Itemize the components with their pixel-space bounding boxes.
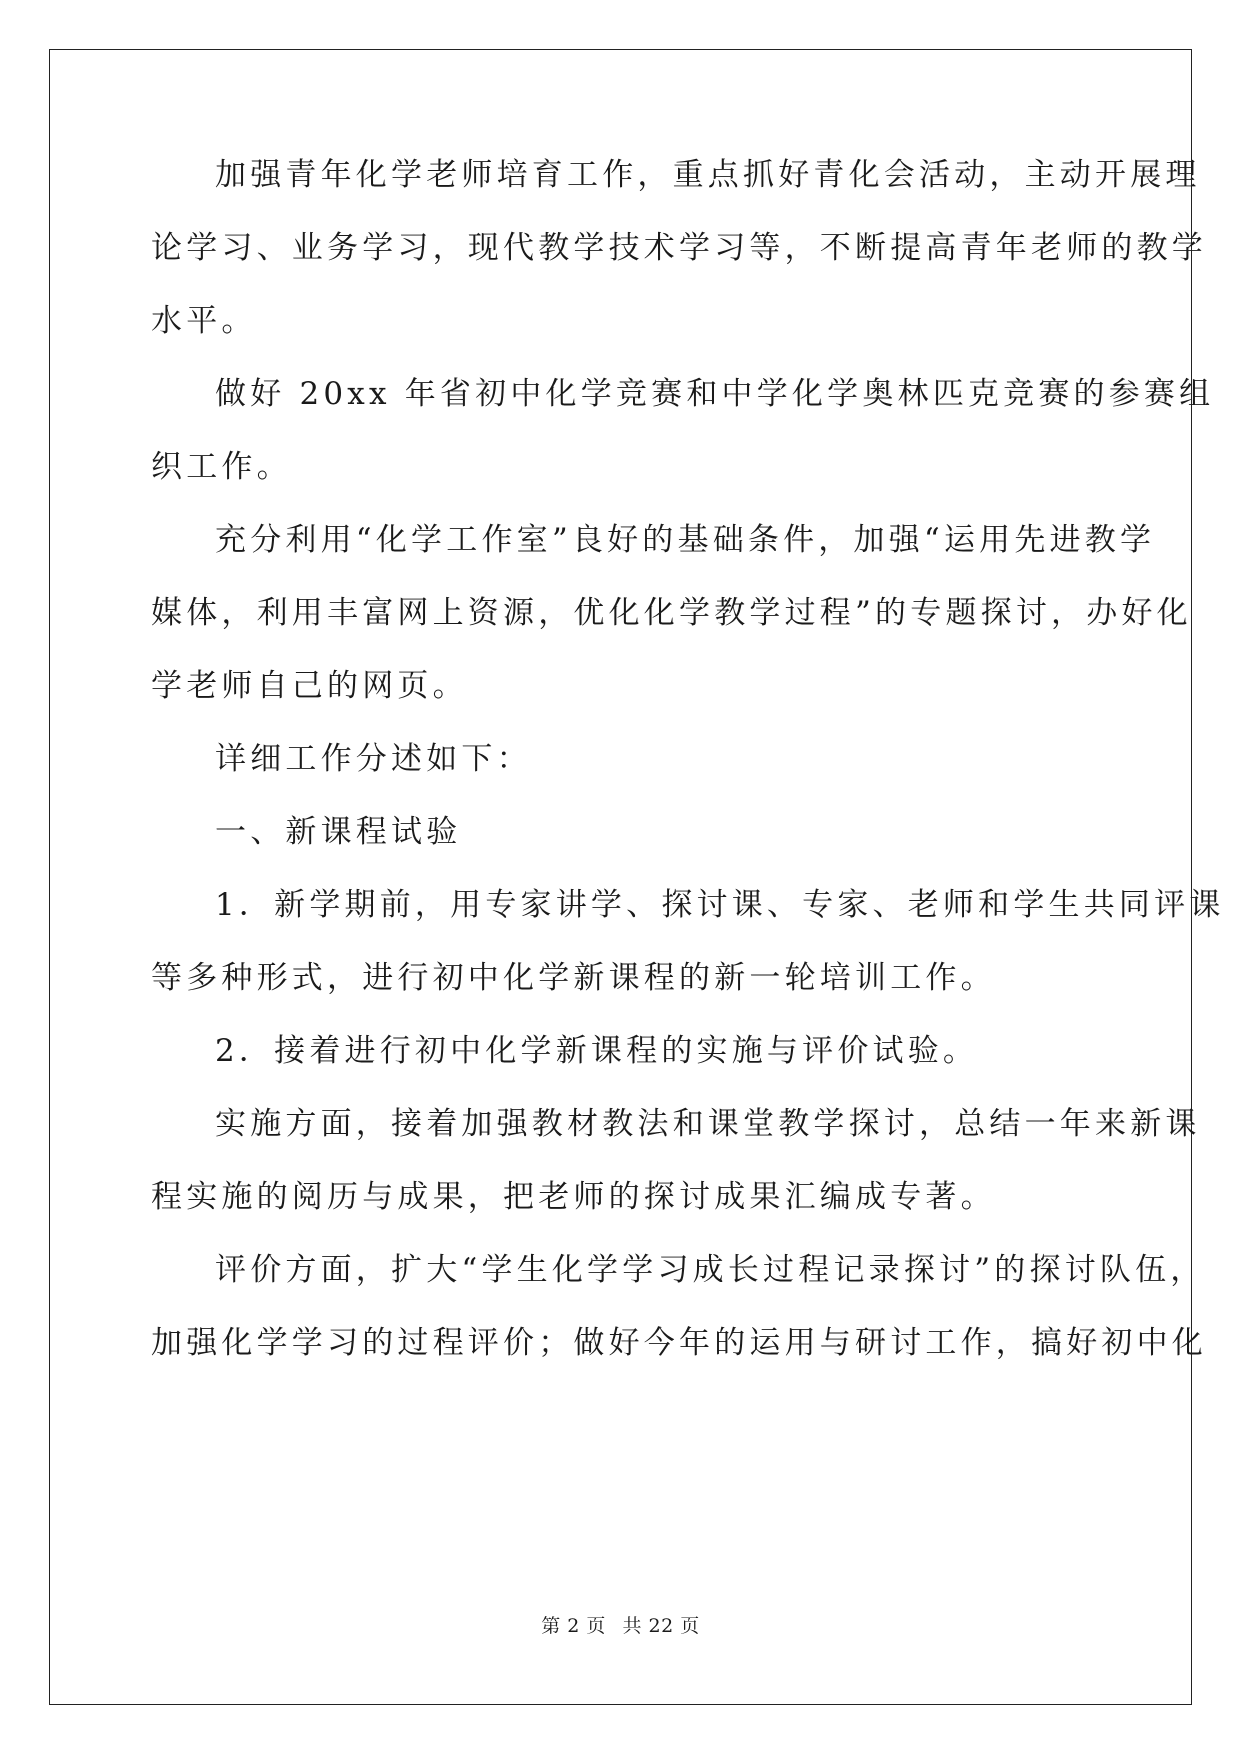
page-border [49,49,1192,1705]
paragraph-line: 学老师自己的网页。 [151,668,468,704]
paragraph-line: 织工作。 [151,449,292,485]
paragraph-line: 做好 20xx 年省初中化学竞赛和中学化学奥林匹克竞赛的参赛组 [215,376,1215,412]
paragraph-line: 论学习、业务学习，现代教学技术学习等，不断提高青年老师的教学 [151,230,1207,266]
paragraph-line: 充分利用“化学工作室”良好的基础条件，加强“运用先进教学 [215,522,1156,558]
paragraph-line: 评价方面，扩大“学生化学学习成长过程记录探讨”的探讨队伍， [215,1252,1206,1288]
paragraph-line: 加强青年化学老师培育工作，重点抓好青化会活动，主动开展理 [215,157,1201,193]
paragraph-line: 程实施的阅历与成果，把老师的探讨成果汇编成专著。 [151,1179,996,1215]
paragraph-line: 1．新学期前，用专家讲学、探讨课、专家、老师和学生共同评课 [215,887,1225,923]
paragraph-line: 水平。 [151,303,257,339]
paragraph-line: 加强化学学习的过程评价；做好今年的运用与研讨工作，搞好初中化 [151,1325,1207,1361]
section-heading: 一、新课程试验 [215,814,462,850]
page-footer [0,1614,1241,1638]
paragraph-line: 实施方面，接着加强教材教法和课堂教学探讨，总结一年来新课 [215,1106,1201,1142]
page-total: 共 22 页 [622,1615,700,1637]
page-number: 第 2 页 [541,1615,606,1637]
paragraph-line: 等多种形式，进行初中化学新课程的新一轮培训工作。 [151,960,996,996]
paragraph-line: 2．接着进行初中化学新课程的实施与评价试验。 [215,1033,979,1069]
paragraph-line: 媒体，利用丰富网上资源，优化化学教学过程”的专题探讨，办好化 [151,595,1192,631]
paragraph-line: 详细工作分述如下： [215,741,532,777]
